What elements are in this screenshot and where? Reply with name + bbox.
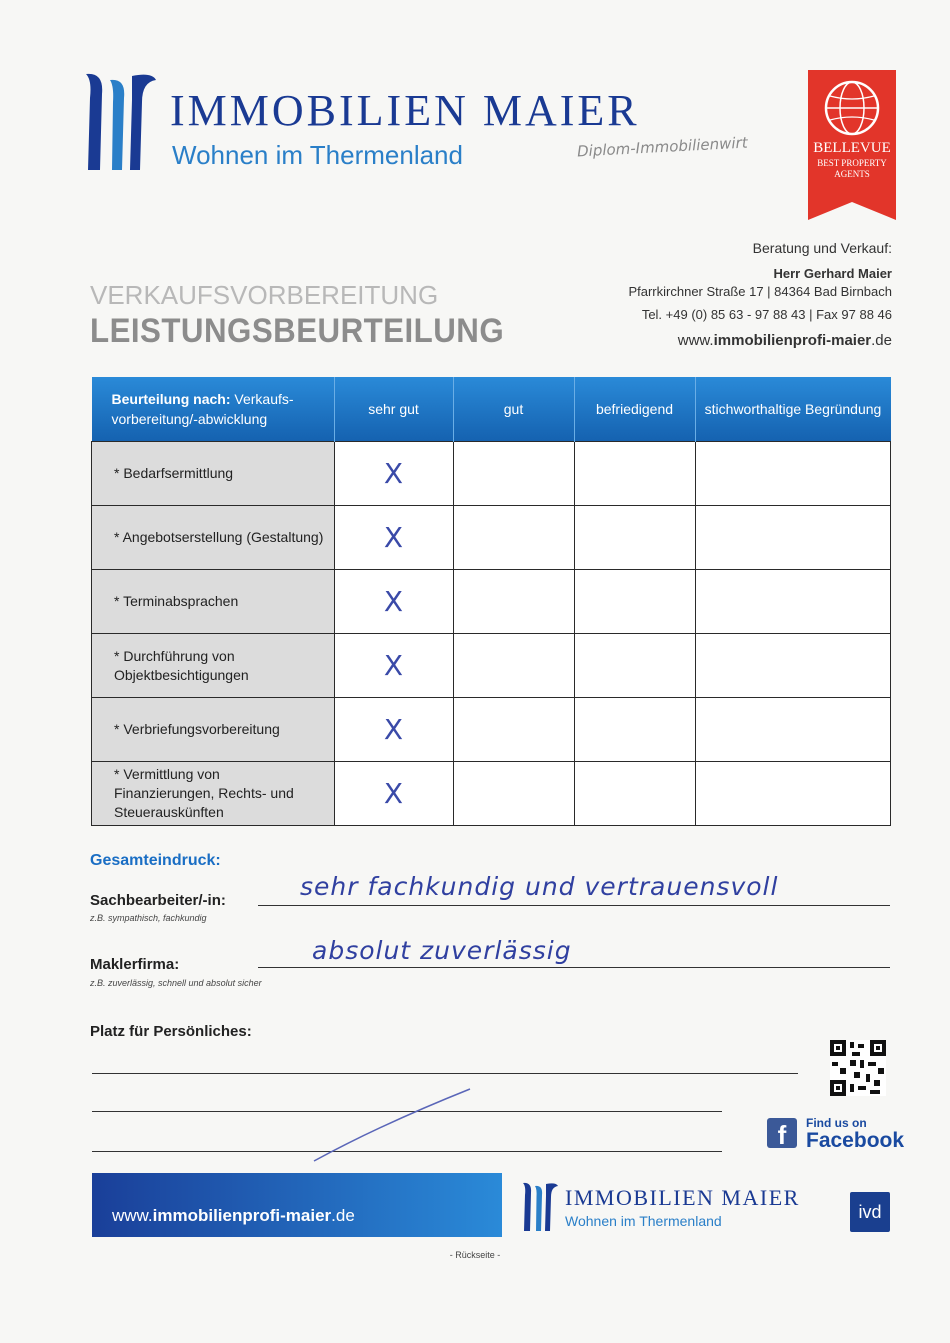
rating-cell[interactable] xyxy=(574,442,695,506)
header-criteria-rest: Verkaufs-vorbereitung/-abwicklung xyxy=(111,391,294,427)
header-criteria-bold: Beurteilung nach: xyxy=(111,391,231,407)
rating-cell[interactable] xyxy=(574,762,695,826)
contact-intro: Beratung und Verkauf: xyxy=(752,240,892,256)
criterion-label: * Angebotserstellung (Gestaltung) xyxy=(92,506,335,570)
criterion-label: * Vermittlung von Finanzierungen, Rechts- und Steuerauskünften xyxy=(92,762,335,826)
agent-hint: z.B. sympathisch, fachkundig xyxy=(90,913,207,923)
firm-hint: z.B. zuverlässig, schnell und absolut sicher xyxy=(90,978,262,988)
web-domain: immobilienprofi-maier xyxy=(713,332,872,349)
reason-cell[interactable] xyxy=(695,762,891,826)
table-row xyxy=(92,442,891,506)
agent-answer[interactable]: sehr fachkundig und vertrauensvoll xyxy=(300,872,779,901)
table-row xyxy=(92,634,891,698)
header-begruendung: stichworthaltige Begründung xyxy=(695,377,891,442)
document-subtitle: VERKAUFSVORBEREITUNG xyxy=(90,280,439,310)
rating-cell[interactable] xyxy=(453,570,574,634)
firm-answer[interactable]: absolut zuverlässig xyxy=(312,936,572,965)
footer-band xyxy=(92,1173,502,1237)
rating-cell[interactable] xyxy=(453,506,574,570)
rating-cell[interactable]: X xyxy=(334,698,453,762)
rating-cell[interactable]: X xyxy=(334,506,453,570)
header-sehr-gut: sehr gut xyxy=(334,377,453,442)
firm-answer-line xyxy=(258,967,890,968)
facebook-line1[interactable]: Find us on xyxy=(806,1116,867,1130)
facebook-line2[interactable]: Facebook xyxy=(806,1129,905,1152)
reason-cell[interactable] xyxy=(695,570,891,634)
rating-cell[interactable] xyxy=(453,634,574,698)
badge-subtitle-line2: AGENTS xyxy=(834,169,870,179)
rating-cell[interactable]: X xyxy=(334,634,453,698)
rating-cell[interactable]: X xyxy=(334,442,453,506)
rating-cell[interactable] xyxy=(453,442,574,506)
rating-cell[interactable]: X xyxy=(334,570,453,634)
rating-cell[interactable] xyxy=(574,634,695,698)
header-gut: gut xyxy=(453,377,574,442)
reason-cell[interactable] xyxy=(695,442,891,506)
badge-subtitle-line1: BEST PROPERTY xyxy=(817,158,887,168)
contact-phone: Tel. +49 (0) 85 63 - 97 88 43 | Fax 97 88 46 xyxy=(641,307,892,322)
overall-heading: Gesamteindruck: xyxy=(90,852,221,869)
pen-stroke xyxy=(300,1085,480,1165)
agent-answer-line xyxy=(258,905,890,906)
document-title: LEISTUNGSBEURTEILUNG xyxy=(90,312,505,350)
contact-name: Herr Gerhard Maier xyxy=(773,266,892,281)
table-row xyxy=(92,570,891,634)
rating-cell[interactable] xyxy=(574,698,695,762)
handwritten-title: Diplom-Immobilienwirt xyxy=(576,133,749,161)
footer-website[interactable] xyxy=(112,1206,355,1226)
page-note: - Rückseite - xyxy=(449,1250,501,1260)
badge-title: BELLEVUE xyxy=(813,140,891,156)
footer-logo-icon xyxy=(518,1182,562,1232)
ivd-logo: ivd xyxy=(850,1192,890,1232)
table-row xyxy=(92,698,891,762)
criterion-label: * Verbriefungsvorbereitung xyxy=(92,698,335,762)
rating-cell[interactable] xyxy=(453,762,574,826)
firm-label: Maklerfirma: xyxy=(90,956,180,973)
brand-name: IMMOBILIEN MAIER xyxy=(170,86,640,135)
criterion-label: * Durchführung von Objektbesichtigungen xyxy=(92,634,335,698)
contact-address: Pfarrkirchner Straße 17 | 84364 Bad Birnbach xyxy=(628,284,892,299)
table-header-row xyxy=(92,377,891,442)
web-prefix: www. xyxy=(677,332,714,349)
table-row xyxy=(92,506,891,570)
badge-subtitle xyxy=(808,158,896,180)
rating-cell[interactable] xyxy=(574,570,695,634)
rating-cell[interactable] xyxy=(574,506,695,570)
brand-logo-icon xyxy=(80,72,160,172)
reason-cell[interactable] xyxy=(695,698,891,762)
reason-cell[interactable] xyxy=(695,506,891,570)
header-befriedigend: befriedigend xyxy=(574,377,695,442)
footer-brand-subtitle: Wohnen im Thermenland xyxy=(565,1213,722,1229)
table-row xyxy=(92,762,891,826)
reason-cell[interactable] xyxy=(695,634,891,698)
personal-line-1[interactable] xyxy=(92,1073,798,1074)
evaluation-table xyxy=(91,377,891,826)
criterion-label: * Bedarfsermittlung xyxy=(92,442,335,506)
header-criteria xyxy=(92,377,335,442)
footer-brand-name: IMMOBILIEN MAIER xyxy=(565,1185,800,1210)
criterion-label: * Terminabsprachen xyxy=(92,570,335,634)
footer-web-domain: immobilienprofi-maier xyxy=(152,1206,332,1225)
footer-web-prefix: www. xyxy=(112,1206,153,1225)
agent-label: Sachbearbeiter/-in: xyxy=(90,892,226,909)
rating-cell[interactable]: X xyxy=(334,762,453,826)
footer-web-suffix: .de xyxy=(331,1206,355,1225)
contact-website[interactable] xyxy=(678,332,892,349)
brand-subtitle: Wohnen im Thermenland xyxy=(172,140,463,170)
web-suffix: .de xyxy=(871,332,892,349)
rating-cell[interactable] xyxy=(453,698,574,762)
personal-label: Platz für Persönliches: xyxy=(90,1023,252,1040)
facebook-icon[interactable]: f xyxy=(767,1118,797,1148)
qr-code-icon[interactable] xyxy=(830,1040,886,1096)
